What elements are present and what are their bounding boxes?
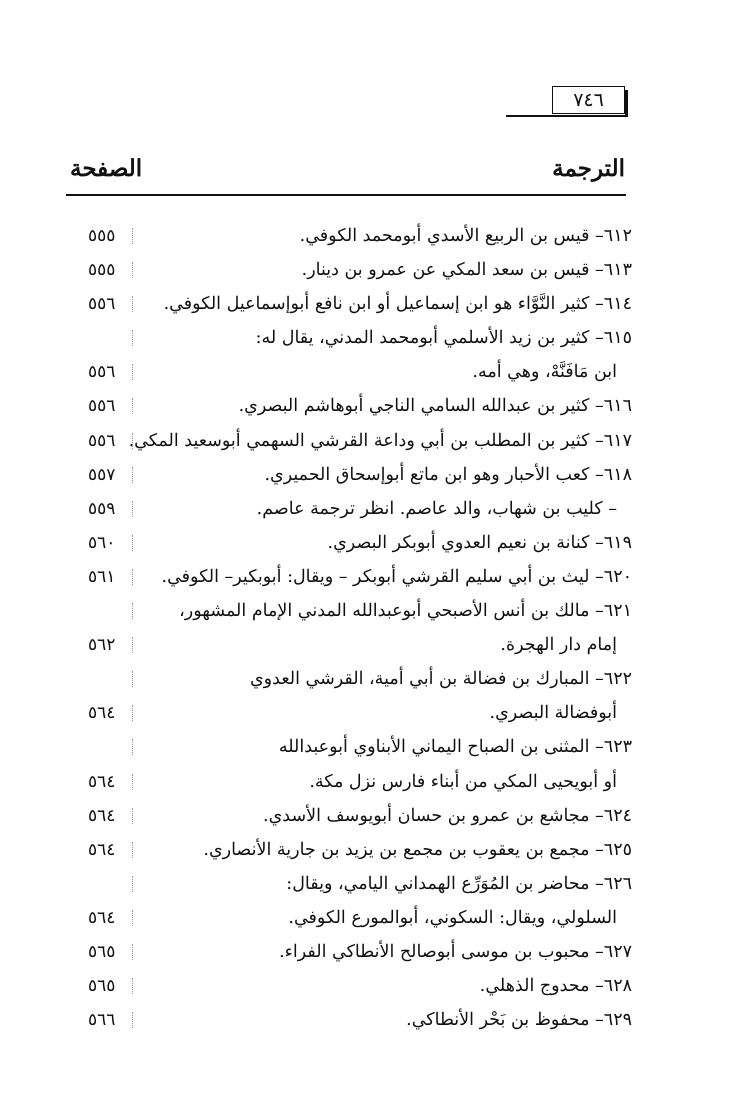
column-divider: [132, 876, 133, 892]
list-item: [0, 526, 735, 560]
column-divider: [132, 433, 133, 449]
column-divider: [132, 364, 133, 380]
entry-text: ٦٢٣– المثنى بن الصباح اليماني الأبناوي أبوعبدالله: [278, 737, 632, 758]
entry-text: السلولي، ويقال: السكوني، أبوالمورع الكوفي.: [288, 907, 617, 928]
entry-page-number: ٥٦٤: [88, 839, 116, 860]
list-item: [0, 696, 735, 730]
list-item: [0, 1003, 735, 1037]
list-item: [0, 424, 735, 458]
list-item: [0, 901, 735, 935]
column-divider: [132, 228, 133, 244]
list-item: [0, 935, 735, 969]
entry-text: إمام دار الهجرة.: [500, 635, 617, 656]
list-item: [0, 628, 735, 662]
list-item: [0, 492, 735, 526]
entry-page-number: ٥٦٢: [88, 635, 116, 656]
entry-text: أبوفضالة البصري.: [489, 703, 617, 724]
column-divider: [132, 569, 133, 585]
entry-text: ابن مَافَنَّهْ، وهي أمه.: [472, 362, 617, 383]
entry-page-number: ٥٥٦: [88, 430, 116, 451]
entry-page-number: ٥٥٧: [88, 464, 116, 485]
entry-text: ٦٢٠– ليث بن أبي سليم القرشي أبوبكر – ويقال: أبوبكير– الكوفي.: [161, 566, 632, 587]
entry-page-number: ٥٥٥: [88, 226, 116, 246]
header-rule: [66, 194, 626, 196]
list-item: [0, 287, 735, 321]
list-item: [0, 321, 735, 355]
list-item: [0, 969, 735, 1003]
column-divider: [132, 501, 133, 517]
entry-text: – كليب بن شهاب، والد عاصم. انظر ترجمة عاصم.: [256, 498, 617, 519]
column-divider: [132, 808, 133, 824]
entry-list: [0, 219, 735, 1037]
entry-text: ٦١٣– قيس بن سعد المكي عن عمرو بن دينار.: [301, 260, 632, 281]
header-biography: الترجمة: [552, 154, 625, 182]
entry-text: ٦٢١– مالك بن أنس الأصبحي أبوعبدالله المدني الإمام المشهور،: [179, 601, 632, 622]
column-divider: [132, 944, 133, 960]
entry-page-number: ٥٦٤: [88, 805, 116, 826]
list-item: [0, 594, 735, 628]
entry-page-number: ٥٦٤: [88, 907, 116, 928]
list-item: [0, 253, 735, 287]
entry-text: ٦١٨– كعب الأحبار وهو ابن ماتع أبوإسحاق الحميري.: [264, 464, 632, 485]
entry-page-number: ٥٦١: [88, 566, 116, 587]
top-rule: [506, 115, 626, 117]
table-header: [70, 150, 625, 186]
column-divider: [132, 535, 133, 551]
entry-page-number: ٥٥٦: [88, 396, 116, 417]
column-divider: [132, 330, 133, 346]
entry-page-number: ٥٦٤: [88, 703, 116, 724]
page-number: ٧٤٦: [552, 86, 625, 114]
entry-page-number: ٥٦٤: [88, 771, 116, 792]
entry-text: ٦١٩– كنانة بن نعيم العدوي أبوبكر البصري.: [327, 532, 632, 553]
column-divider: [132, 910, 133, 926]
entry-text: ٦٢٩– محفوظ بن بَحْر الأنطاكي.: [406, 1010, 632, 1031]
column-divider: [132, 842, 133, 858]
entry-text: ٦٢٨– محدوج الذهلي.: [479, 976, 632, 997]
entry-text: ٦٢٥– مجمع بن يعقوب بن مجمع بن يزيد بن جارية الأنصاري.: [203, 839, 632, 860]
entry-page-number: ٥٦٥: [88, 941, 116, 962]
entry-text: ٦١٧– كثير بن المطلب بن أبي وداعة القرشي السهمي أبوسعيد المكي.: [128, 430, 632, 451]
list-item: [0, 730, 735, 764]
entry-page-number: ٥٥٦: [88, 294, 116, 315]
entry-text: ٦١٦– كثير بن عبدالله السامي الناجي أبوهاشم البصري.: [238, 396, 632, 417]
entry-text: ٦١٥– كثير بن زيد الأسلمي أبومحمد المدني، يقال له:: [255, 328, 632, 349]
list-item: [0, 355, 735, 389]
header-page: الصفحة: [70, 154, 143, 182]
entry-page-number: ٥٦٦: [88, 1010, 116, 1031]
entry-page-number: ٥٦٥: [88, 976, 116, 997]
column-divider: [132, 774, 133, 790]
entry-text: ٦٢٢– المبارك بن فضالة بن أبي أمية، القرشي العدوي: [249, 669, 632, 690]
list-item: [0, 799, 735, 833]
entry-text: ٦١٤– كثير النَّوَّاء هو ابن إسماعيل أو ابن نافع أبوإسماعيل الكوفي.: [163, 294, 632, 315]
column-divider: [132, 296, 133, 312]
entry-page-number: ٥٥٥: [88, 260, 116, 281]
entry-page-number: ٥٥٩: [88, 498, 116, 519]
entry-page-number: ٥٦٠: [88, 532, 116, 553]
entry-text: ٦١٢– قيس بن الربيع الأسدي أبومحمد الكوفي.: [299, 226, 632, 246]
column-divider: [132, 739, 133, 755]
column-divider: [132, 705, 133, 721]
entry-text: أو أبويحيى المكي من أبناء فارس نزل مكة.: [309, 771, 617, 792]
list-item: [0, 389, 735, 423]
list-item: [0, 662, 735, 696]
list-item: [0, 867, 735, 901]
entry-text: ٦٢٧– محبوب بن موسى أبوصالح الأنطاكي الفراء.: [279, 941, 632, 962]
column-divider: [132, 467, 133, 483]
column-divider: [132, 978, 133, 994]
list-item: [0, 833, 735, 867]
entry-page-number: ٥٥٦: [88, 362, 116, 383]
list-item: [0, 458, 735, 492]
list-item: [0, 765, 735, 799]
column-divider: [132, 398, 133, 414]
column-divider: [132, 637, 133, 653]
column-divider: [132, 671, 133, 687]
entry-text: ٦٢٤– مجاشع بن عمرو بن حسان أبويوسف الأسدي.: [263, 805, 632, 826]
column-divider: [132, 1012, 133, 1028]
list-item: [0, 560, 735, 594]
column-divider: [132, 603, 133, 619]
list-item: [0, 219, 735, 253]
column-divider: [132, 262, 133, 278]
entry-text: ٦٢٦– محاضر بن المُوَرِّع الهمداني اليامي، ويقال:: [286, 873, 632, 894]
